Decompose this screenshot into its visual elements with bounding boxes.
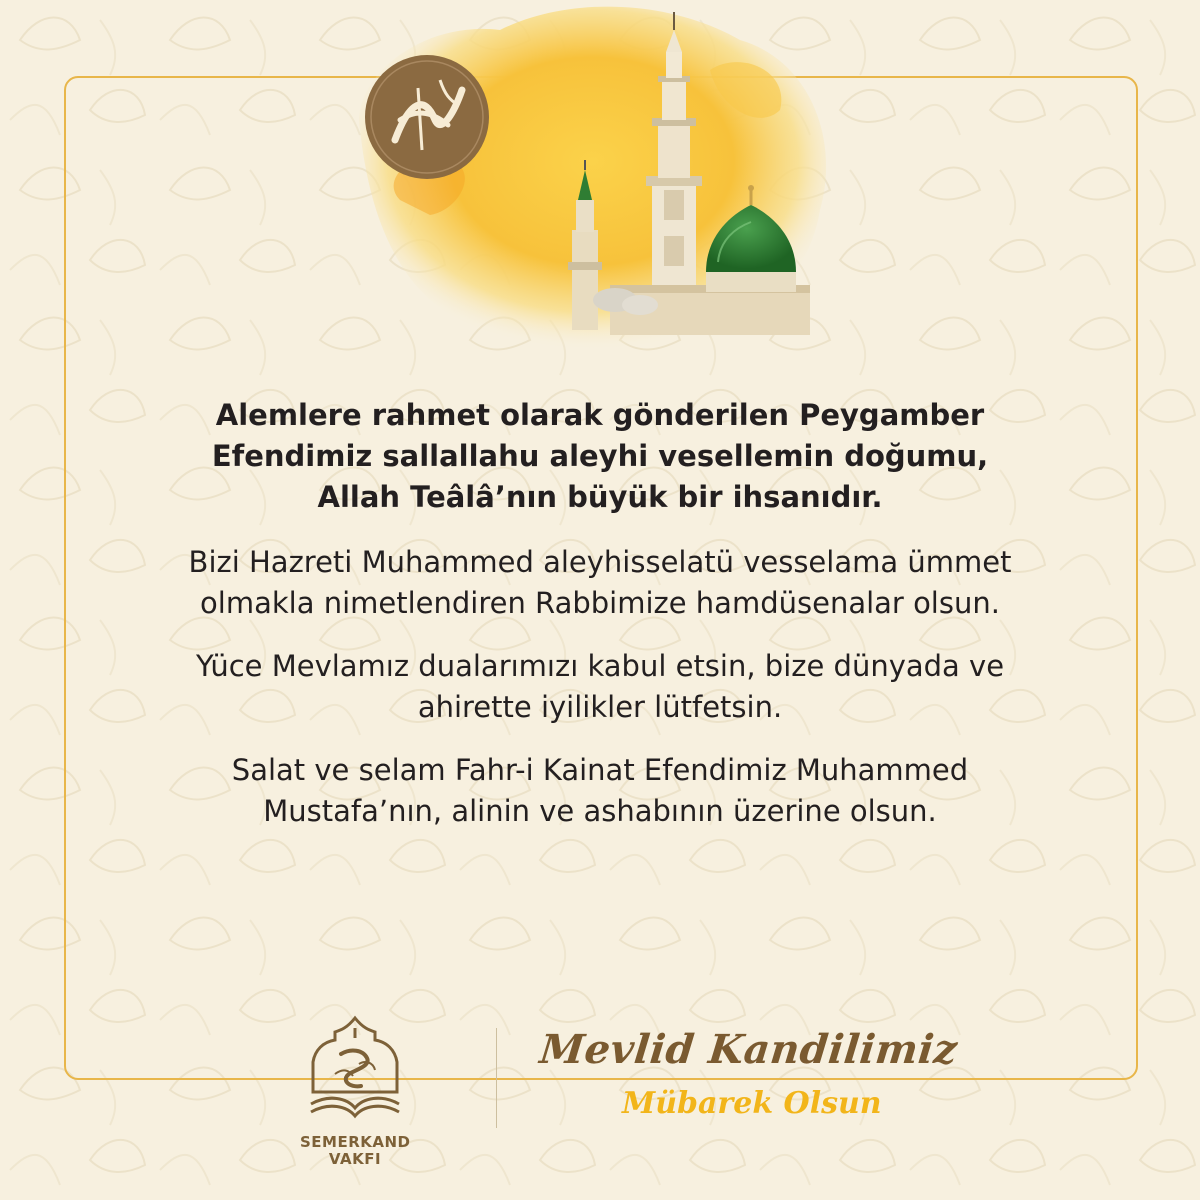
organization-name-line2: VAKFI xyxy=(328,1150,382,1168)
paragraph-line: Salat ve selam Fahr-i Kainat Efendimiz Muhammed xyxy=(231,753,969,787)
muhammad-calligraphy-icon xyxy=(365,55,489,179)
semerkand-logo-icon xyxy=(305,1014,405,1134)
message-block xyxy=(120,395,1080,854)
lead-line: Allah Teâlâ’nın büyük bir ihsanıdır. xyxy=(317,480,883,514)
lead-paragraph xyxy=(120,395,1080,518)
lead-line: Efendimiz sallallahu aleyhi vesellemin doğumu, xyxy=(211,439,989,473)
paragraph-line: olmakla nimetlendiren Rabbimize hamdüsenalar olsun. xyxy=(200,586,1000,620)
organization-logo xyxy=(300,1014,410,1184)
hero-illustration xyxy=(340,0,850,360)
paragraph-line: Mustafa’nın, alinin ve ashabının üzerine olsun. xyxy=(263,794,937,828)
organization-name-line1: SEMERKAND xyxy=(300,1133,411,1151)
lead-line: Alemlere rahmet olarak gönderilen Peygamber xyxy=(215,398,985,432)
paragraph-line: Bizi Hazreti Muhammed aleyhisselatü vesselama ümmet xyxy=(188,545,1012,579)
paragraph-3 xyxy=(120,646,1080,728)
paragraph-line: ahirette iyilikler lütfetsin. xyxy=(417,690,783,724)
footer-divider xyxy=(496,1028,497,1128)
greeting-subtitle: Mübarek Olsun xyxy=(622,1086,882,1121)
greeting-block xyxy=(537,1026,960,1121)
greeting-title: Mevlid Kandilimiz xyxy=(537,1026,960,1073)
paragraph-2 xyxy=(120,542,1080,624)
paragraph-4 xyxy=(120,750,1080,832)
paragraph-line: Yüce Mevlamız dualarımızı kabul etsin, bize dünyada ve xyxy=(195,649,1005,683)
